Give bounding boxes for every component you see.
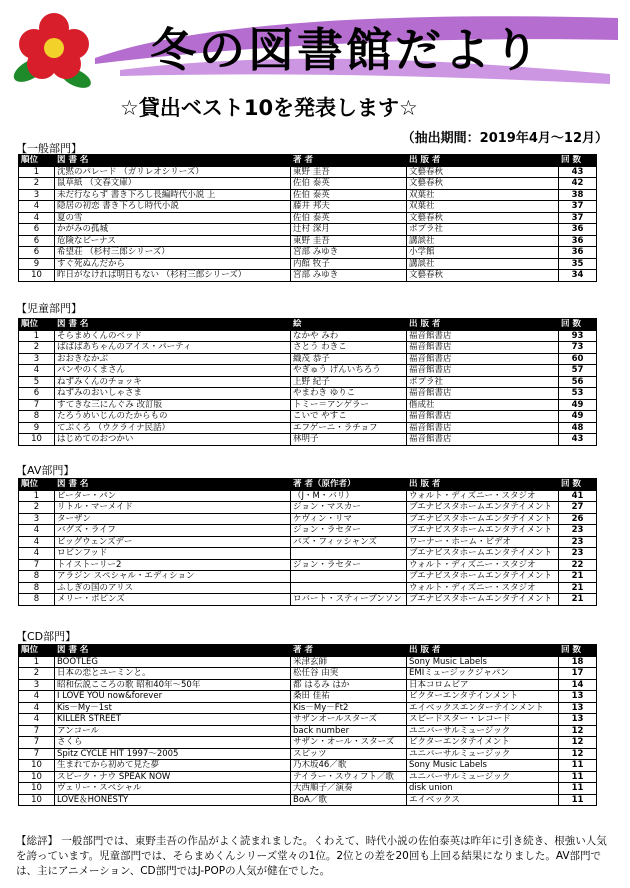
author-cell: 大西順子／演奏 <box>291 783 407 795</box>
count-cell: 73 <box>559 342 597 354</box>
count-cell: 12 <box>559 737 597 749</box>
publisher-cell: 偕成社 <box>407 399 559 411</box>
publisher-cell: 福音館書店 <box>407 353 559 365</box>
title-cell: 鼠草紙 （文春文庫） <box>55 178 291 190</box>
table-row <box>19 525 597 537</box>
publisher-cell: 文藝春秋 <box>407 270 559 282</box>
publisher-cell: 双葉社 <box>407 201 559 213</box>
author-cell: ジョン・ラセター <box>291 559 407 571</box>
rank-cell: 10 <box>19 270 55 282</box>
table-row <box>19 691 597 703</box>
author-cell: テイラー・スウィフト／歌 <box>291 771 407 783</box>
title-cell: BOOTLEG <box>55 656 291 668</box>
author-cell: サザンオールスターズ <box>291 714 407 726</box>
publisher-cell: 福音館書店 <box>407 388 559 400</box>
publisher-cell: 文藝春秋 <box>407 212 559 224</box>
count-cell: 38 <box>559 189 597 201</box>
header-publisher: 出 版 者 <box>407 645 559 657</box>
author-cell: 都 はるみ はか <box>291 679 407 691</box>
table-row <box>19 668 597 680</box>
table-row <box>19 434 597 446</box>
author-cell: 織茂 恭子 <box>291 353 407 365</box>
title-cell: 沈黙のパレード （ガリレオシリーズ） <box>55 166 291 178</box>
count-cell: 60 <box>559 353 597 365</box>
table-row <box>19 656 597 668</box>
rank-cell: 3 <box>19 679 55 691</box>
count-cell: 57 <box>559 365 597 377</box>
author-cell: 桑田 佳祐 <box>291 691 407 703</box>
header-title: 図 書 名 <box>55 645 291 657</box>
title-cell: Spitz CYCLE HIT 1997～2005 <box>55 748 291 760</box>
header-publisher: 出 版 者 <box>407 479 559 491</box>
rank-cell: 3 <box>19 189 55 201</box>
publisher-cell: 小学館 <box>407 247 559 259</box>
publisher-cell: ワーナー・ホーム・ビデオ <box>407 536 559 548</box>
rank-cell: 1 <box>19 166 55 178</box>
title-cell: 未だ行ならず 書き下ろし長編時代小説 上 <box>55 189 291 201</box>
title-cell: 夏の雪 <box>55 212 291 224</box>
count-cell: 49 <box>559 399 597 411</box>
table-row <box>19 513 597 525</box>
title-cell: メリー・ポピンズ <box>55 594 291 606</box>
rank-cell: 2 <box>19 502 55 514</box>
rank-cell: 4 <box>19 525 55 537</box>
header-rank: 順位 <box>19 155 55 167</box>
table-row <box>19 725 597 737</box>
publisher-cell: ユニバーサルミュージック <box>407 725 559 737</box>
count-cell: 13 <box>559 691 597 703</box>
rank-cell: 3 <box>19 353 55 365</box>
rank-cell: 8 <box>19 582 55 594</box>
extraction-period: （抽出期間：2019年4月～12月） <box>401 131 608 146</box>
title-cell: てぶくろ （ウクライナ民話） <box>55 422 291 434</box>
author-cell: やまわき ゆりこ <box>291 388 407 400</box>
rank-cell: 10 <box>19 794 55 806</box>
rank-cell: 2 <box>19 178 55 190</box>
rank-cell: 3 <box>19 513 55 525</box>
count-cell: 27 <box>559 502 597 514</box>
summary-text: 【総評】 一般部門では、東野圭吾の作品がよく読まれました。くわえて、時代小説の佐伯泰英は昨年に引き続き、根強い人気を誇っています。児童部門では、そらまめくんシリーズ堂々の1位。2位との差を20回も上回る結果になりました。AV部門では、主にアニメーション、CD部門ではJ-POPの人気が健在でした。 <box>16 835 607 877</box>
table-row <box>19 737 597 749</box>
author-cell: ケヴィン・リマ <box>291 513 407 525</box>
author-cell: トミー＝アンゲラー <box>291 399 407 411</box>
rank-cell: 8 <box>19 594 55 606</box>
ranking-table-cd <box>18 644 597 806</box>
table-row <box>19 166 597 178</box>
publisher-cell: 講談社 <box>407 258 559 270</box>
publisher-cell: 福音館書店 <box>407 422 559 434</box>
count-cell: 35 <box>559 258 597 270</box>
count-cell: 11 <box>559 771 597 783</box>
rank-cell: 2 <box>19 342 55 354</box>
author-cell: BoA／歌 <box>291 794 407 806</box>
rank-cell: 4 <box>19 714 55 726</box>
title-cell: すてきな三にんぐみ 改訂版 <box>55 399 291 411</box>
author-cell: ジョン・ラセター <box>291 525 407 537</box>
author-cell: 上野 紀子 <box>291 376 407 388</box>
author-cell: （J・M・バリ） <box>291 490 407 502</box>
publisher-cell: 福音館書店 <box>407 330 559 342</box>
publisher-cell: EMIミュージックジャパン <box>407 668 559 680</box>
publisher-cell: ブエナビスタホームエンタテイメント <box>407 548 559 560</box>
section-label-av: 【AV部門】 <box>16 464 75 477</box>
header-publisher: 出 版 者 <box>407 155 559 167</box>
rank-cell: 7 <box>19 399 55 411</box>
title-cell: 危険なビーナス <box>55 235 291 247</box>
author-cell <box>291 582 407 594</box>
rank-cell: 7 <box>19 748 55 760</box>
table-row <box>19 760 597 772</box>
author-cell: やぎゅう げんいちろう <box>291 365 407 377</box>
count-cell: 11 <box>559 794 597 806</box>
title-cell: ふしぎの国のアリス <box>55 582 291 594</box>
title-cell: 昨日がなければ明日もない （杉村三郎シリーズ） <box>55 270 291 282</box>
table-row <box>19 258 597 270</box>
publisher-cell: ブエナビスタホームエンタテイメント <box>407 513 559 525</box>
header-author: 著 者（原作者） <box>291 479 407 491</box>
rank-cell: 10 <box>19 783 55 795</box>
count-cell: 22 <box>559 559 597 571</box>
count-cell: 34 <box>559 270 597 282</box>
author-cell: さとう わきこ <box>291 342 407 354</box>
count-cell: 18 <box>559 656 597 668</box>
header-count: 回 数 <box>559 319 597 331</box>
author-cell: 宮部 みゆき <box>291 247 407 259</box>
header-title: 図 書 名 <box>55 479 291 491</box>
title-cell: はじめてのおつかい <box>55 434 291 446</box>
count-cell: 41 <box>559 490 597 502</box>
publisher-cell: ブエナビスタホームエンタテイメント <box>407 594 559 606</box>
count-cell: 11 <box>559 760 597 772</box>
title-cell: ビッグウェンズデー <box>55 536 291 548</box>
table-row <box>19 411 597 423</box>
table-row <box>19 224 597 236</box>
count-cell: 13 <box>559 702 597 714</box>
title-cell: アンコール <box>55 725 291 737</box>
table-row <box>19 399 597 411</box>
count-cell: 36 <box>559 224 597 236</box>
count-cell: 12 <box>559 725 597 737</box>
title-cell: おおきなかぶ <box>55 353 291 365</box>
rank-cell: 7 <box>19 737 55 749</box>
count-cell: 36 <box>559 235 597 247</box>
author-cell: 米津玄師 <box>291 656 407 668</box>
title-cell: I LOVE YOU now&forever <box>55 691 291 703</box>
count-cell: 37 <box>559 201 597 213</box>
table-row <box>19 794 597 806</box>
title-cell: ロビンフッド <box>55 548 291 560</box>
publisher-cell: 福音館書店 <box>407 434 559 446</box>
author-cell <box>291 548 407 560</box>
publisher-cell: 双葉社 <box>407 189 559 201</box>
author-cell: 内館 牧子 <box>291 258 407 270</box>
publisher-cell: ブエナビスタホームエンタテイメント <box>407 571 559 583</box>
table-row <box>19 548 597 560</box>
publisher-cell: エイベックス <box>407 794 559 806</box>
section-label-general: 【一般部門】 <box>16 142 82 155</box>
title-cell: 希望荘 （杉村三郎シリーズ） <box>55 247 291 259</box>
rank-cell: 4 <box>19 702 55 714</box>
rank-cell: 4 <box>19 548 55 560</box>
rank-cell: 9 <box>19 258 55 270</box>
title-cell: Kis－My－1st <box>55 702 291 714</box>
title-cell: KILLER STREET <box>55 714 291 726</box>
count-cell: 23 <box>559 536 597 548</box>
table-row <box>19 771 597 783</box>
author-cell: スピッツ <box>291 748 407 760</box>
title-cell: たろうめいじんのたからもの <box>55 411 291 423</box>
header-count: 回 数 <box>559 155 597 167</box>
header-rank: 順位 <box>19 479 55 491</box>
count-cell: 21 <box>559 594 597 606</box>
table-row <box>19 235 597 247</box>
rank-cell: 10 <box>19 771 55 783</box>
table-row <box>19 388 597 400</box>
count-cell: 21 <box>559 571 597 583</box>
newsletter-title: 冬の図書館だより <box>150 23 542 77</box>
title-cell: そらまめくんのベッド <box>55 330 291 342</box>
rank-cell: 6 <box>19 247 55 259</box>
table-row <box>19 571 597 583</box>
table-row <box>19 376 597 388</box>
title-cell: ねずみのおいしゃさま <box>55 388 291 400</box>
publisher-cell: 文藝春秋 <box>407 166 559 178</box>
title-cell: パンやのくまさん <box>55 365 291 377</box>
publisher-cell: ウォルト・ディズニー・スタジオ <box>407 582 559 594</box>
publisher-cell: ユニバーサルミュージック <box>407 771 559 783</box>
publisher-cell: ブエナビスタホームエンタテイメント <box>407 502 559 514</box>
publisher-cell: ブエナビスタホームエンタテイメント <box>407 525 559 537</box>
title-cell: リトル・マーメイド <box>55 502 291 514</box>
title-cell: ねずみくんのチョッキ <box>55 376 291 388</box>
count-cell: 93 <box>559 330 597 342</box>
count-cell: 37 <box>559 212 597 224</box>
count-cell: 14 <box>559 679 597 691</box>
table-row <box>19 178 597 190</box>
table-row <box>19 330 597 342</box>
author-cell: back number <box>291 725 407 737</box>
author-cell: こいで やすこ <box>291 411 407 423</box>
count-cell: 17 <box>559 668 597 680</box>
title-cell: ばばばあちゃんのアイス・パーティ <box>55 342 291 354</box>
rank-cell: 7 <box>19 725 55 737</box>
table-row <box>19 714 597 726</box>
rank-cell: 10 <box>19 760 55 772</box>
rank-cell: 1 <box>19 330 55 342</box>
author-cell: エフゲーニ・ラチョフ <box>291 422 407 434</box>
author-cell: 辻村 深月 <box>291 224 407 236</box>
table-row <box>19 679 597 691</box>
header-rank: 順位 <box>19 645 55 657</box>
publisher-cell: ウォルト・ディズニー・スタジオ <box>407 559 559 571</box>
table-row <box>19 247 597 259</box>
publisher-cell: 福音館書店 <box>407 365 559 377</box>
publisher-cell: disk union <box>407 783 559 795</box>
title-cell: さくら <box>55 737 291 749</box>
author-cell: バズ・フィッシャンズ <box>291 536 407 548</box>
rank-cell: 7 <box>19 559 55 571</box>
rank-cell: 6 <box>19 388 55 400</box>
ranking-table-children <box>18 318 597 446</box>
author-cell: サザン・オール・スターズ <box>291 737 407 749</box>
count-cell: 53 <box>559 388 597 400</box>
rank-cell: 5 <box>19 376 55 388</box>
table-row <box>19 353 597 365</box>
rank-cell: 8 <box>19 571 55 583</box>
count-cell: 26 <box>559 513 597 525</box>
rank-cell: 2 <box>19 668 55 680</box>
title-cell: かがみの孤城 <box>55 224 291 236</box>
table-row <box>19 502 597 514</box>
publisher-cell: ポプラ社 <box>407 224 559 236</box>
author-cell: 東野 圭吾 <box>291 235 407 247</box>
table-row <box>19 559 597 571</box>
ranking-table-av <box>18 478 597 606</box>
title-cell: ピーター・パン <box>55 490 291 502</box>
header-count: 回 数 <box>559 645 597 657</box>
camellia-flower-icon <box>10 8 105 98</box>
title-cell: トイストーリー2 <box>55 559 291 571</box>
table-row <box>19 365 597 377</box>
count-cell: 49 <box>559 411 597 423</box>
title-cell: 昭和伝説こころの歌 昭和40年～50年 <box>55 679 291 691</box>
title-cell: ターザン <box>55 513 291 525</box>
author-cell: ジョン・マスカー <box>291 502 407 514</box>
count-cell: 56 <box>559 376 597 388</box>
rank-cell: 4 <box>19 536 55 548</box>
author-cell: Kis－My－Ft2 <box>291 702 407 714</box>
section-label-cd: 【CD部門】 <box>16 630 77 643</box>
title-cell: スピーク・ナウ SPEAK NOW <box>55 771 291 783</box>
author-cell: 宮部 みゆき <box>291 270 407 282</box>
title-cell: すぐ死ぬんだから <box>55 258 291 270</box>
rank-cell: 1 <box>19 656 55 668</box>
count-cell: 36 <box>559 247 597 259</box>
rank-cell: 4 <box>19 212 55 224</box>
count-cell: 13 <box>559 714 597 726</box>
table-row <box>19 490 597 502</box>
header-count: 回 数 <box>559 479 597 491</box>
table-row <box>19 189 597 201</box>
table-row <box>19 270 597 282</box>
count-cell: 48 <box>559 422 597 434</box>
author-cell <box>291 571 407 583</box>
header-illustrator: 絵 <box>291 319 407 331</box>
publisher-cell: ビクターエンタテインメント <box>407 691 559 703</box>
publisher-cell: 講談社 <box>407 235 559 247</box>
author-cell: ロバート・スティーブンソン <box>291 594 407 606</box>
rank-cell: 8 <box>19 411 55 423</box>
title-cell: 日本の恋とユーミンと。 <box>55 668 291 680</box>
publisher-cell: 福音館書店 <box>407 411 559 423</box>
header-rank: 順位 <box>19 319 55 331</box>
newsletter-header <box>0 0 630 132</box>
rank-cell: 10 <box>19 434 55 446</box>
ranking-table-general <box>18 154 597 282</box>
rank-cell: 4 <box>19 201 55 213</box>
publisher-cell: Sony Music Labels <box>407 656 559 668</box>
author-cell: 東野 圭吾 <box>291 166 407 178</box>
publisher-cell: ポプラ社 <box>407 376 559 388</box>
author-cell: 佐伯 泰英 <box>291 212 407 224</box>
publisher-cell: ユニバーサルミュージック <box>407 748 559 760</box>
author-cell: なかや みわ <box>291 330 407 342</box>
table-row <box>19 748 597 760</box>
rank-cell: 6 <box>19 235 55 247</box>
publisher-cell: 文藝春秋 <box>407 178 559 190</box>
publisher-cell: 日本コロムビア <box>407 679 559 691</box>
table-row <box>19 783 597 795</box>
newsletter-subtitle: ☆貸出ベスト10を発表します☆ <box>120 96 418 120</box>
table-row <box>19 594 597 606</box>
count-cell: 42 <box>559 178 597 190</box>
rank-cell: 9 <box>19 422 55 434</box>
publisher-cell: エイベックスエンターテインメント <box>407 702 559 714</box>
count-cell: 11 <box>559 783 597 795</box>
publisher-cell: ビクターエンタテイメント <box>407 737 559 749</box>
table-row <box>19 201 597 213</box>
publisher-cell: スピードスター・レコード <box>407 714 559 726</box>
table-row <box>19 582 597 594</box>
table-row <box>19 422 597 434</box>
title-cell: 生まれてから初めて見た夢 <box>55 760 291 772</box>
rank-cell: 6 <box>19 224 55 236</box>
table-row <box>19 342 597 354</box>
count-cell: 21 <box>559 582 597 594</box>
author-cell: 藤井 邦夫 <box>291 201 407 213</box>
rank-cell: 1 <box>19 490 55 502</box>
title-cell: 隠居の初恋 書き下ろし時代小説 <box>55 201 291 213</box>
count-cell: 23 <box>559 525 597 537</box>
count-cell: 12 <box>559 748 597 760</box>
author-cell: 佐伯 泰英 <box>291 189 407 201</box>
table-row <box>19 536 597 548</box>
title-cell: ヴェリー・スペシャル <box>55 783 291 795</box>
header-publisher: 出 版 者 <box>407 319 559 331</box>
header-author: 著 者 <box>291 155 407 167</box>
publisher-cell: 福音館書店 <box>407 342 559 354</box>
title-cell: バグズ・ライフ <box>55 525 291 537</box>
count-cell: 23 <box>559 548 597 560</box>
table-row <box>19 702 597 714</box>
author-cell: 佐伯 泰英 <box>291 178 407 190</box>
rank-cell: 4 <box>19 365 55 377</box>
title-cell: LOVE＆HONESTY <box>55 794 291 806</box>
title-cell: アラジン スペシャル・エディション <box>55 571 291 583</box>
publisher-cell: ウォルト・ディズニー・スタジオ <box>407 490 559 502</box>
header-title: 図 書 名 <box>55 319 291 331</box>
author-cell: 松任谷 由実 <box>291 668 407 680</box>
header-author: 著 者 <box>291 645 407 657</box>
table-row <box>19 212 597 224</box>
author-cell: 林明子 <box>291 434 407 446</box>
count-cell: 43 <box>559 434 597 446</box>
publisher-cell: Sony Music Labels <box>407 760 559 772</box>
author-cell: 乃木坂46／歌 <box>291 760 407 772</box>
count-cell: 43 <box>559 166 597 178</box>
rank-cell: 4 <box>19 691 55 703</box>
header-title: 図 書 名 <box>55 155 291 167</box>
section-label-children: 【児童部門】 <box>16 302 82 315</box>
